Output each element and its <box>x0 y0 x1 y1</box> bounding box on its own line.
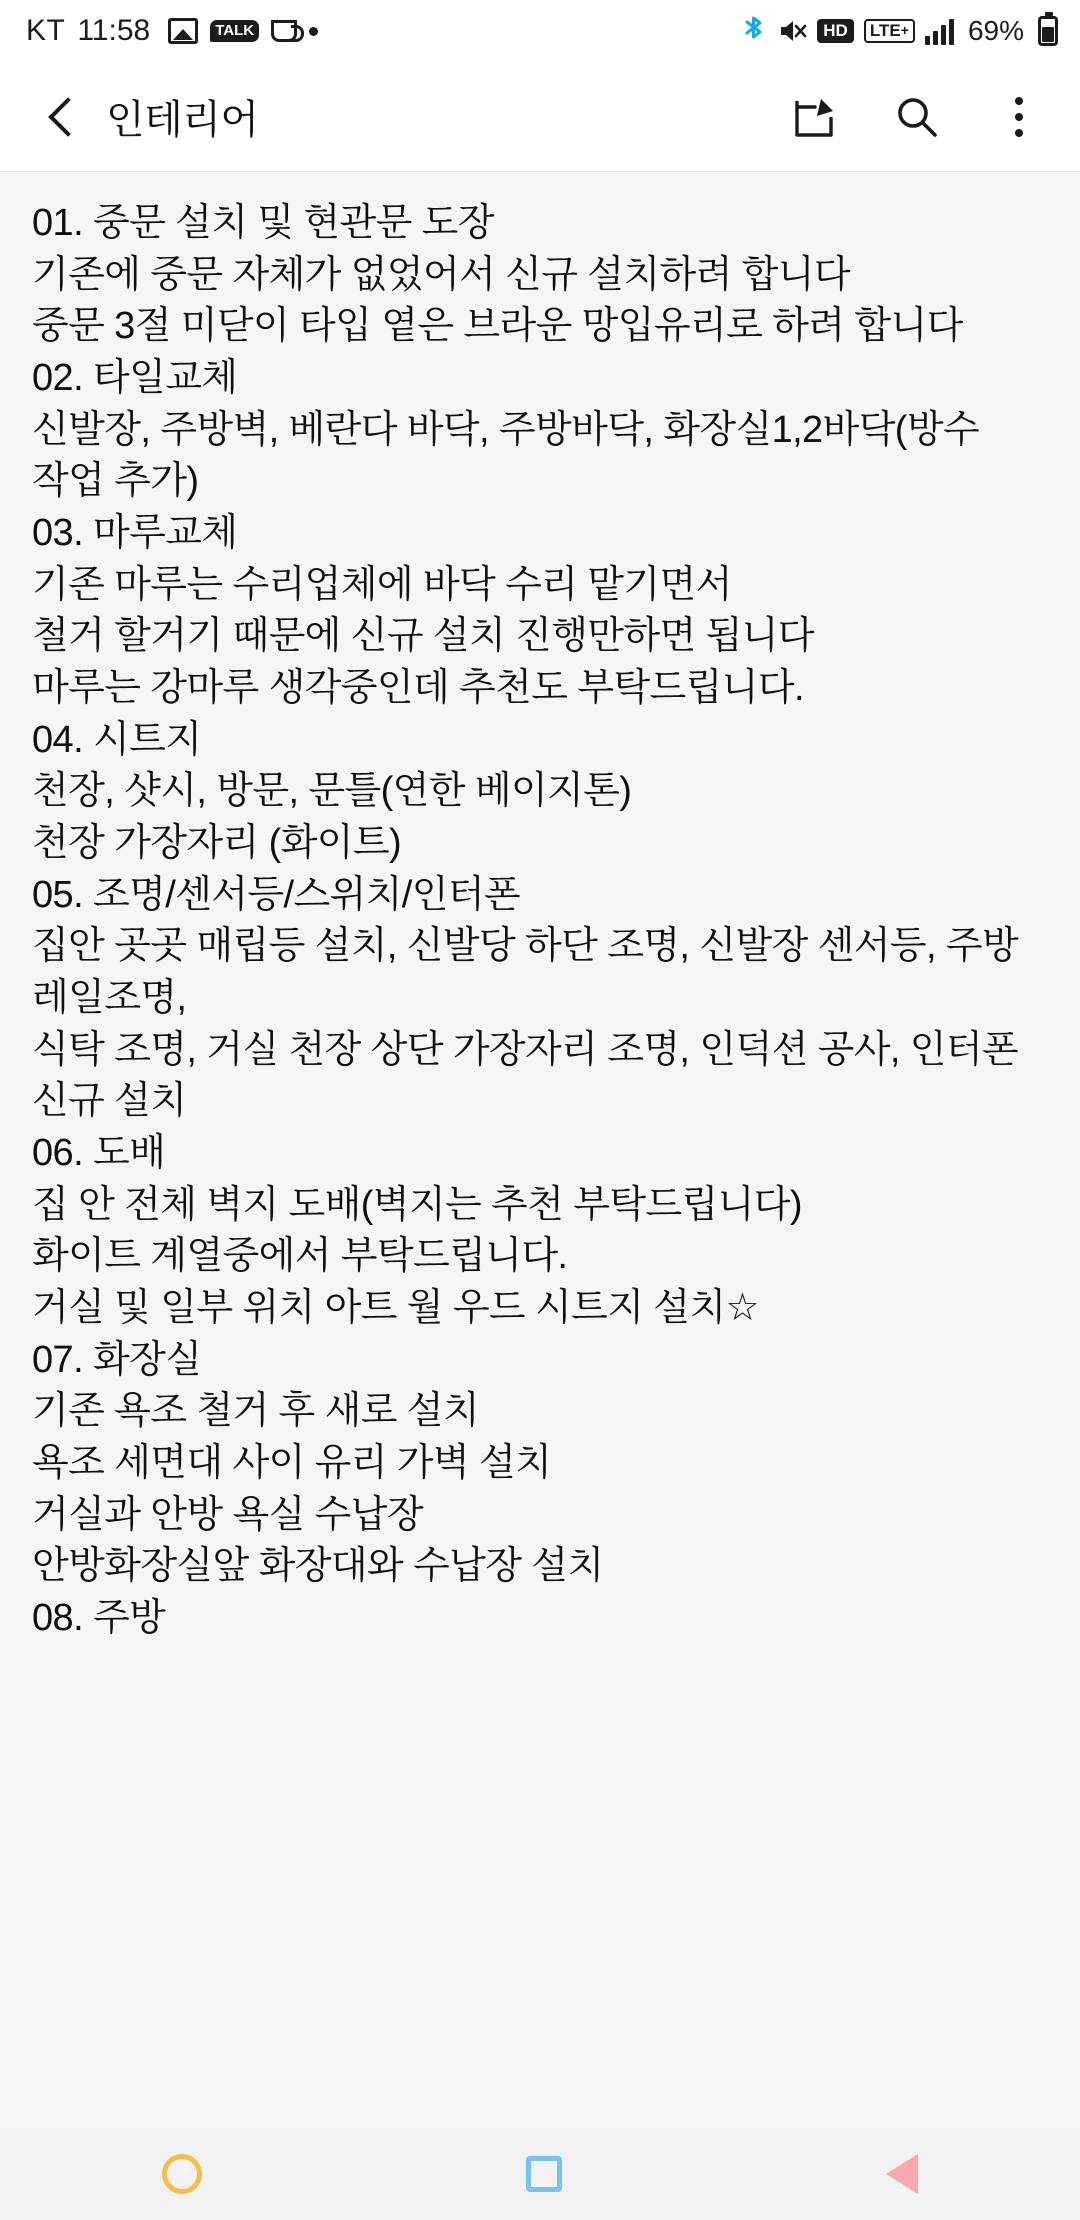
note-line: 욕조 세면대 사이 유리 가벽 설치 <box>32 1442 552 1485</box>
dot-icon <box>309 27 318 36</box>
compose-icon[interactable] <box>788 90 842 144</box>
note-line: 집 안 전체 벽지 도배(벽지는 추천 부탁드립니다) <box>32 1183 802 1226</box>
note-line: 마루는 강마루 생각중인데 추천도 부탁드립니다. <box>32 667 804 710</box>
system-navigation-bar <box>0 2128 1080 2220</box>
note-line: 01. 중문 설치 및 현관문 도장 <box>32 202 494 244</box>
note-line: 집안 곳곳 매립등 설치, 신발당 하단 조명, 신발장 센서등, 주방 레일조명, <box>32 925 1029 1020</box>
note-line: 03. 마루교체 <box>32 512 238 555</box>
note-line: 기존 욕조 철거 후 새로 설치 <box>32 1390 479 1433</box>
note-line: 기존 마루는 수리업체에 바닥 수리 맡기면서 <box>32 563 732 606</box>
note-line: 07. 화장실 <box>32 1338 202 1381</box>
clock-label: 11:58 <box>77 14 151 47</box>
home-button[interactable] <box>526 2156 562 2192</box>
note-line: 중문 3절 미닫이 타입 옅은 브라운 망입유리로 하려 합니다 <box>32 305 963 348</box>
battery-icon <box>1038 16 1058 46</box>
note-line: 기존에 중문 자체가 없었어서 신규 설치하려 합니다 <box>32 253 851 296</box>
note-line: 04. 시트지 <box>32 718 202 761</box>
note-line: 천장 가장자리 (화이트) <box>32 822 401 865</box>
search-icon[interactable] <box>890 90 944 144</box>
app-bar-actions <box>788 90 1046 144</box>
app-bar <box>0 62 1080 172</box>
note-line: 안방화장실앞 화장대와 수납장 설치 <box>32 1545 604 1588</box>
note-content[interactable] <box>0 172 1080 2128</box>
hd-icon: HD <box>817 19 854 43</box>
image-icon <box>168 18 198 44</box>
signal-icon <box>925 17 954 45</box>
back-icon[interactable] <box>38 91 90 143</box>
note-line: 신발장, 주방벽, 베란다 바닥, 주방바닥, 화장실1,2바닥(방수 작업 추가) <box>32 408 990 503</box>
battery-percent-label: 69% <box>967 15 1024 46</box>
note-line: 천장, 샷시, 방문, 문틀(연한 베이지톤) <box>32 770 632 813</box>
note-line: 식탁 조명, 거실 천장 상단 가장자리 조명, 인덕션 공사, 인터폰 신규 설치 <box>32 1028 1029 1123</box>
note-line: 거실 및 일부 위치 아트 월 우드 시트지 설치☆ <box>32 1287 759 1330</box>
bluetooth-icon <box>741 15 767 47</box>
note-line: 08. 주방 <box>32 1597 166 1640</box>
talk-icon: TALK <box>210 20 259 42</box>
carrier-label: KT <box>26 14 66 47</box>
back-button[interactable] <box>886 2154 918 2194</box>
note-line: 화이트 계열중에서 부탁드립니다. <box>32 1235 568 1278</box>
status-bar-right <box>741 15 1058 47</box>
status-bar-left <box>26 14 741 48</box>
note-line: 05. 조명/센서등/스위치/인터폰 <box>32 873 521 916</box>
note-line: 02. 타일교체 <box>32 357 238 400</box>
note-line: 06. 도배 <box>32 1132 166 1175</box>
note-line: 철거 할거기 때문에 신규 설치 진행만하면 됩니다 <box>32 615 814 658</box>
page-title: 인테리어 <box>106 98 259 142</box>
note-line: 거실과 안방 욕실 수납장 <box>32 1493 423 1536</box>
cup-icon <box>271 20 297 42</box>
more-options-icon[interactable] <box>992 90 1046 144</box>
lte-plus-icon: LTE + <box>864 19 915 43</box>
status-bar <box>0 0 1080 62</box>
recents-button[interactable] <box>162 2154 202 2194</box>
mute-icon <box>777 16 807 46</box>
